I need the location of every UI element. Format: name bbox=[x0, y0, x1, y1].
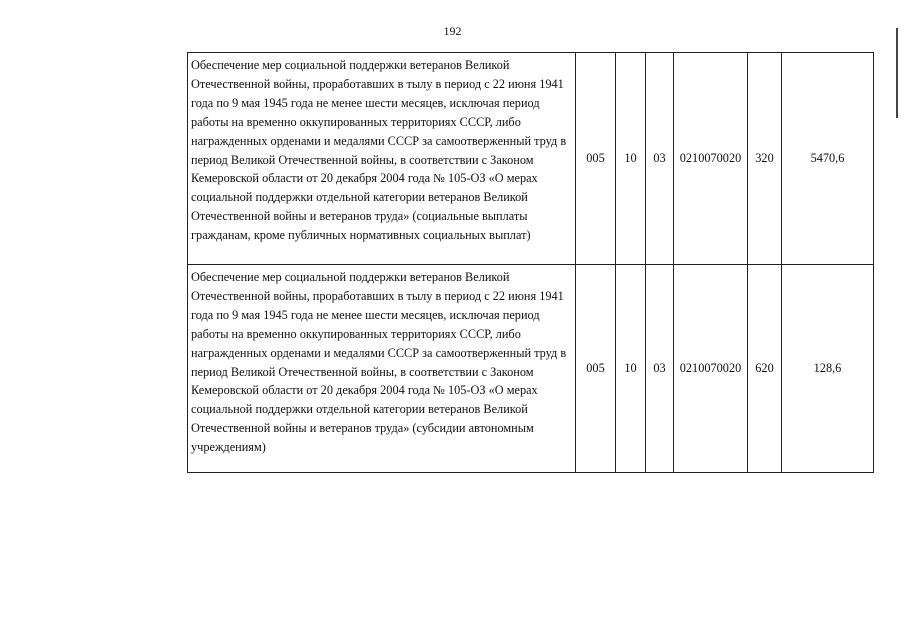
ministry-code: 005 bbox=[576, 53, 616, 265]
target-article-code: 0210070020 bbox=[674, 265, 748, 473]
table-row bbox=[188, 265, 874, 473]
section-code: 10 bbox=[616, 265, 646, 473]
subsection-code: 03 bbox=[646, 265, 674, 473]
ministry-code: 005 bbox=[576, 265, 616, 473]
section-code: 10 bbox=[616, 53, 646, 265]
row-description: Обеспечение мер социальной поддержки ветеранов Великой Отечественной войны, проработавших в тылу в период с 22 июня 1941 года по 9 мая 1945 года не менее шести месяцев, исключая период работы на временно оккупированных территориях СССР, либо награжденных орденами и медалями СССР за самоотверженный труд в период Великой Отечественной войны, в соответствии с Законом Кемеровской области от 20 декабря 2004 года № 105-ОЗ «О мерах социальной поддержки отдельной категории ветеранов Великой Отечественной войны и ветеранов труда» (социальные выплаты гражданам, кроме публичных нормативных социальных выплат) bbox=[188, 53, 576, 265]
page-number: 192 bbox=[443, 24, 462, 38]
page-edge-line bbox=[896, 28, 898, 118]
expense-type-code: 320 bbox=[748, 53, 782, 265]
amount-value: 128,6 bbox=[782, 265, 874, 473]
row-description: Обеспечение мер социальной поддержки ветеранов Великой Отечественной войны, проработавших в тылу в период с 22 июня 1941 года по 9 мая 1945 года не менее шести месяцев, исключая период работы на временно оккупированных территориях СССР, либо награжденных орденами и медалями СССР за самоотверженный труд в период Великой Отечественной войны, в соответствии с Законом Кемеровской области от 20 декабря 2004 года № 105-ОЗ «О мерах социальной поддержки отдельной категории ветеранов Великой Отечественной войны и ветеранов труда» (субсидии автономным учреждениям) bbox=[188, 265, 576, 473]
target-article-code: 0210070020 bbox=[674, 53, 748, 265]
amount-value: 5470,6 bbox=[782, 53, 874, 265]
subsection-code: 03 bbox=[646, 53, 674, 265]
budget-table bbox=[187, 52, 874, 473]
expense-type-code: 620 bbox=[748, 265, 782, 473]
table-row bbox=[188, 53, 874, 265]
